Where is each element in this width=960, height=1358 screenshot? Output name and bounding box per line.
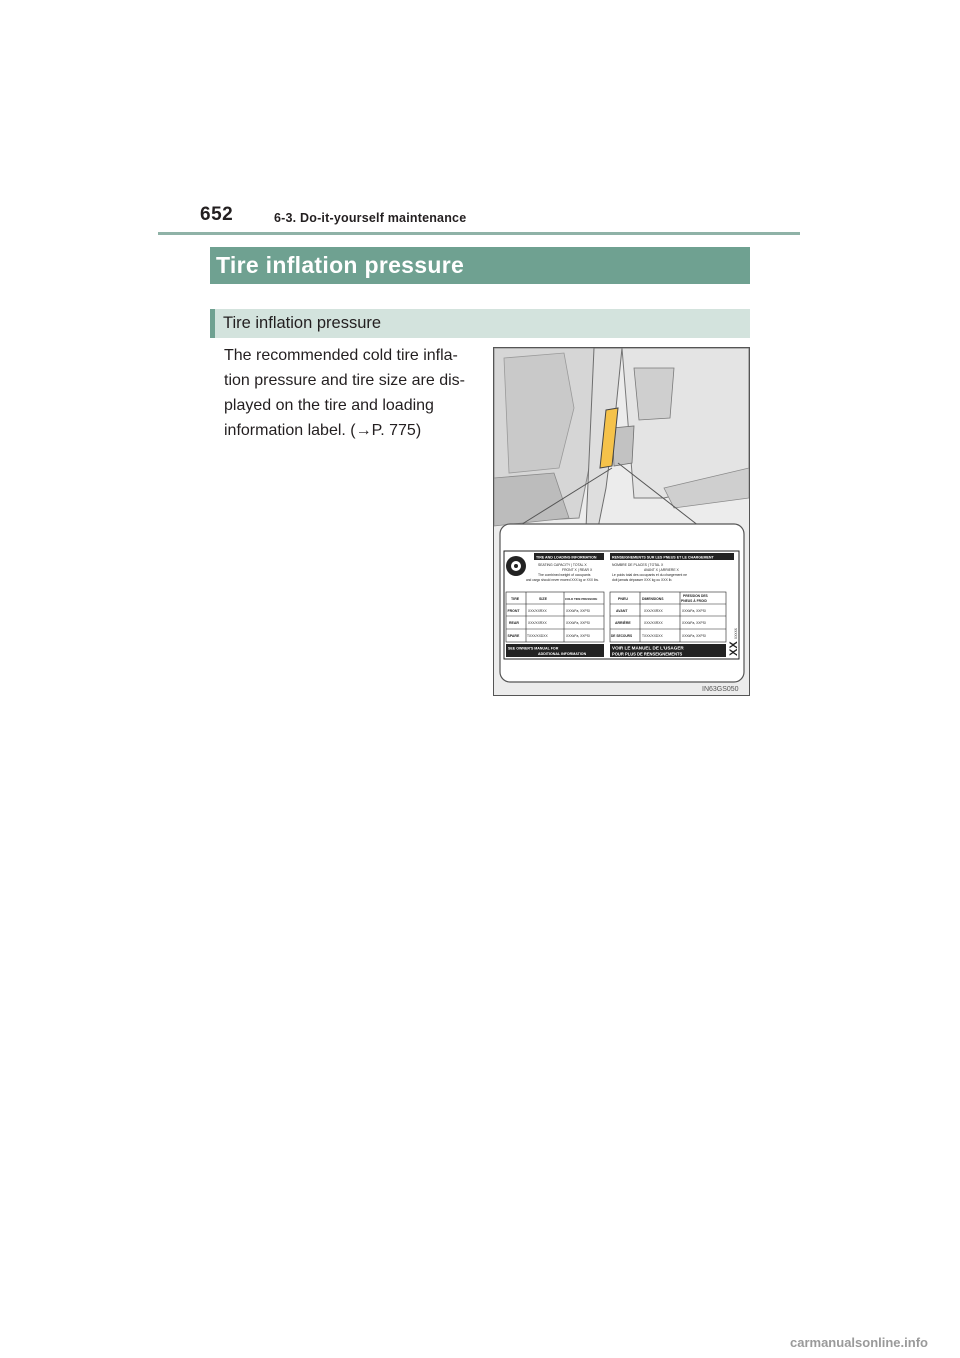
en-row-2-pressure: XXXkPa, XXPSI xyxy=(566,621,590,625)
tire-icon-center xyxy=(514,564,518,568)
label-side-code: XX xyxy=(728,641,740,656)
fr-head-pression-1: PRESSION DES xyxy=(683,594,708,598)
fr-row-2-tire: ARRIÈRE xyxy=(615,621,631,625)
en-title-text: TIRE AND LOADING INFORMATION xyxy=(536,555,597,560)
body-line-2: tion pressure and tire size are dis- xyxy=(224,372,465,389)
en-row-3-tire: SPARE xyxy=(507,634,520,638)
door-latch-shape xyxy=(634,368,674,420)
fr-head-pression-2: PNEUS À FROID xyxy=(681,599,707,603)
fr-row-2-size: XXX/XXRXX xyxy=(644,621,663,625)
label-side-small: XXXXX xyxy=(734,628,738,639)
fr-head-pneu: PNEU xyxy=(618,597,628,601)
en-footer-2: ADDITIONAL INFORMATION xyxy=(538,652,587,656)
fr-row-3-size: TXXX/XXDXX xyxy=(642,634,663,638)
en-row-2-tire: REAR xyxy=(509,621,519,625)
sub-heading-text: Tire inflation pressure xyxy=(223,314,382,332)
section-title: 6-3. Do-it-yourself maintenance xyxy=(274,211,467,225)
fr-avant-text: AVANT X | ARRIERE X xyxy=(644,568,679,572)
fr-poids-2: doit jamais dépasser XXX kg ou XXX lb. xyxy=(612,578,673,582)
body-paragraph xyxy=(224,343,480,443)
fr-footer-1: VOIR LE MANUEL DE L'USAGER xyxy=(612,645,684,651)
fr-row-1-tire: AVANT xyxy=(616,609,628,613)
figure-illustration xyxy=(494,348,749,695)
en-combined-1: The combined weight of occupants xyxy=(538,573,591,577)
fr-row-2-pressure: XXXkPa, XXPSI xyxy=(682,621,706,625)
tire-label xyxy=(504,551,739,659)
main-heading xyxy=(210,247,750,284)
tire-label-figure xyxy=(493,347,750,696)
body-line-3: played on the tire and loading xyxy=(224,397,434,414)
en-seating-text: SEATING CAPACITY | TOTAL X xyxy=(538,563,587,567)
fr-title-text: RENSEIGNEMENTS SUR LES PNEUS ET LE CHARGEMENT xyxy=(612,555,714,560)
page-number: 652 xyxy=(200,204,234,225)
header-rule xyxy=(158,232,800,235)
body-line-4: information label. (→P. 775) xyxy=(224,422,422,439)
sub-heading-accent xyxy=(210,309,215,338)
sub-heading xyxy=(210,309,750,338)
fr-row-1-pressure: XXXkPa, XXPSI xyxy=(682,609,706,613)
en-row-3-size: TXXX/XXDXX xyxy=(527,634,548,638)
watermark: carmanualsonline.info xyxy=(790,1335,928,1350)
en-row-1-pressure: XXXkPa, XXPSI xyxy=(566,609,590,613)
en-footer-1: SEE OWNER'S MANUAL FOR xyxy=(508,646,559,651)
en-row-1-size: XXX/XXRXX xyxy=(528,609,547,613)
en-front-rear-text: FRONT X | REAR X xyxy=(562,568,593,572)
en-head-size: SIZE xyxy=(539,597,547,601)
en-head-pressure: COLD TIRE PRESSURE xyxy=(565,597,598,601)
en-row-2-size: XXX/XXRXX xyxy=(528,621,547,625)
fr-places-text: NOMBRE DE PLACES | TOTAL X xyxy=(612,563,664,567)
main-heading-text: Tire inflation pressure xyxy=(216,252,465,278)
en-row-3-pressure: XXXkPa, XXPSI xyxy=(566,634,590,638)
body-line-1: The recommended cold tire infla- xyxy=(224,347,458,364)
en-combined-2: and cargo should never exceed XXX kg or XXX lbs. xyxy=(526,578,599,582)
fr-row-1-size: XXX/XXRXX xyxy=(644,609,663,613)
en-row-1-tire: FRONT xyxy=(507,609,520,613)
fr-row-3-tire: DE SECOURS xyxy=(611,634,633,638)
fr-footer-2: POUR PLUS DE RENSEIGNEMENTS xyxy=(612,651,683,657)
en-head-tire: TIRE xyxy=(511,597,520,601)
fr-head-dim: DIMENSIONS xyxy=(642,597,664,601)
fr-row-3-pressure: XXXkPa, XXPSI xyxy=(682,634,706,638)
fr-poids-1: Le poids total des occupants et du chargement ne xyxy=(612,573,688,577)
figure-code: IN63GS050 xyxy=(702,686,739,693)
